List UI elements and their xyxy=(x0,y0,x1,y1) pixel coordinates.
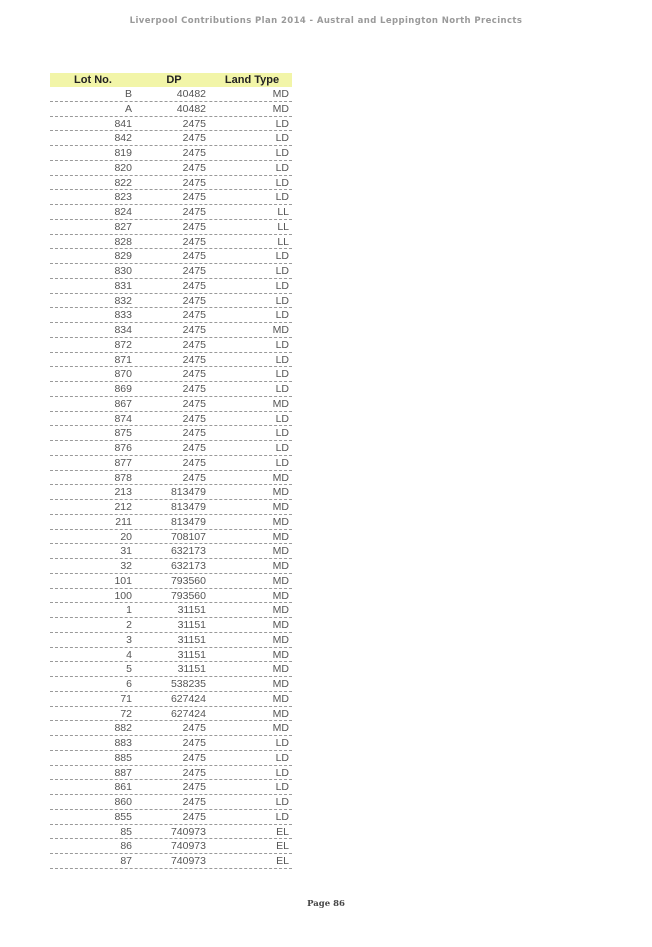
cell-land-type: LD xyxy=(275,796,289,808)
cell-land-type: MD xyxy=(272,88,289,100)
table-row xyxy=(50,618,292,633)
cell-dp: 40482 xyxy=(176,102,206,115)
table-row xyxy=(50,825,292,840)
cell-dp: 627424 xyxy=(170,707,206,720)
table-row xyxy=(50,367,292,382)
table-row xyxy=(50,353,292,368)
table-header xyxy=(50,73,292,87)
cell-dp: 2475 xyxy=(182,383,206,395)
cell-land-type: LD xyxy=(275,383,289,395)
column-header-dp: DP xyxy=(166,74,182,86)
cell-dp: 2475 xyxy=(182,235,206,248)
cell-dp: 2475 xyxy=(182,147,206,159)
cell-lot-no: 212 xyxy=(114,501,132,513)
cell-land-type: LD xyxy=(275,737,289,749)
cell-lot-no: 834 xyxy=(114,324,132,336)
cell-lot-no: 828 xyxy=(114,235,132,248)
cell-dp: 2475 xyxy=(182,781,206,794)
table-row xyxy=(50,308,292,323)
table-row xyxy=(50,589,292,604)
table-row xyxy=(50,736,292,751)
cell-land-type: LD xyxy=(275,147,289,159)
cell-land-type: MD xyxy=(272,397,289,410)
table-row xyxy=(50,161,292,176)
cell-land-type: MD xyxy=(272,648,289,661)
cell-dp: 2475 xyxy=(182,456,206,469)
cell-dp: 31151 xyxy=(177,663,206,676)
table-body xyxy=(50,87,292,869)
cell-land-type: MD xyxy=(272,486,289,499)
table-row xyxy=(50,426,292,441)
cell-dp: 2475 xyxy=(182,220,206,233)
table-row xyxy=(50,692,292,707)
cell-lot-no: 833 xyxy=(114,309,132,322)
cell-land-type: LD xyxy=(275,427,289,440)
cell-dp: 627424 xyxy=(170,692,206,705)
cell-lot-no: 213 xyxy=(114,486,132,499)
cell-land-type: EL xyxy=(276,840,289,853)
cell-land-type: MD xyxy=(272,619,289,631)
table-row xyxy=(50,839,292,854)
cell-land-type: MD xyxy=(272,545,289,558)
cell-land-type: MD xyxy=(272,102,289,115)
cell-lot-no: 5 xyxy=(126,663,132,676)
cell-land-type: LL xyxy=(277,206,289,218)
cell-land-type: LD xyxy=(275,781,289,794)
cell-lot-no: 878 xyxy=(114,471,132,484)
cell-lot-no: 72 xyxy=(120,707,132,720)
table-row xyxy=(50,117,292,132)
cell-dp: 813479 xyxy=(170,486,206,499)
cell-land-type: LD xyxy=(275,353,289,366)
cell-dp: 40482 xyxy=(176,88,206,100)
cell-dp: 2475 xyxy=(182,324,206,336)
cell-dp: 2475 xyxy=(182,161,206,174)
cell-dp: 793560 xyxy=(170,589,206,602)
cell-dp: 2475 xyxy=(182,810,206,823)
cell-lot-no: 829 xyxy=(114,250,132,263)
cell-land-type: MD xyxy=(272,589,289,602)
table-row xyxy=(50,264,292,279)
table-row xyxy=(50,235,292,250)
cell-land-type: LD xyxy=(275,191,289,204)
cell-dp: 2475 xyxy=(182,279,206,292)
cell-dp: 31151 xyxy=(177,648,206,661)
cell-lot-no: 20 xyxy=(120,530,132,543)
table-row xyxy=(50,559,292,574)
cell-lot-no: 860 xyxy=(114,796,132,808)
table-row xyxy=(50,471,292,486)
cell-lot-no: 875 xyxy=(114,427,132,440)
cell-land-type: MD xyxy=(272,574,289,587)
cell-lot-no: A xyxy=(124,102,132,115)
cell-land-type: MD xyxy=(272,722,289,735)
table-row xyxy=(50,382,292,397)
table-row xyxy=(50,530,292,545)
cell-lot-no: 820 xyxy=(114,161,132,174)
cell-dp: 31151 xyxy=(177,633,206,646)
cell-dp: 2475 xyxy=(182,412,206,425)
cell-dp: 2475 xyxy=(182,294,206,307)
cell-lot-no: 876 xyxy=(114,442,132,454)
cell-lot-no: 867 xyxy=(114,397,132,410)
table-row xyxy=(50,102,292,117)
cell-lot-no: 855 xyxy=(114,810,132,823)
cell-land-type: EL xyxy=(276,855,289,867)
cell-lot-no: 31 xyxy=(120,545,132,558)
cell-lot-no: 2 xyxy=(126,619,132,631)
cell-dp: 2475 xyxy=(182,265,206,277)
cell-lot-no: 870 xyxy=(114,368,132,381)
table-row xyxy=(50,574,292,589)
cell-land-type: LD xyxy=(275,368,289,381)
cell-lot-no: B xyxy=(124,88,132,100)
cell-land-type: LD xyxy=(275,412,289,425)
table-row xyxy=(50,515,292,530)
table-row xyxy=(50,279,292,294)
table-row xyxy=(50,131,292,146)
cell-dp: 2475 xyxy=(182,737,206,749)
table-row xyxy=(50,441,292,456)
cell-dp: 740973 xyxy=(170,825,206,838)
table-row xyxy=(50,721,292,736)
cell-land-type: LD xyxy=(275,265,289,277)
cell-land-type: LD xyxy=(275,810,289,823)
table-row xyxy=(50,603,292,618)
cell-dp: 2475 xyxy=(182,176,206,189)
cell-lot-no: 827 xyxy=(114,220,132,233)
cell-dp: 2475 xyxy=(182,751,206,764)
cell-dp: 2475 xyxy=(182,471,206,484)
cell-lot-no: 861 xyxy=(114,781,132,794)
table-row xyxy=(50,795,292,810)
cell-land-type: LD xyxy=(275,132,289,145)
cell-lot-no: 6 xyxy=(126,678,132,690)
cell-lot-no: 877 xyxy=(114,456,132,469)
cell-dp: 2475 xyxy=(182,442,206,454)
table-row xyxy=(50,338,292,353)
cell-lot-no: 100 xyxy=(114,589,132,602)
table-row xyxy=(50,633,292,648)
table-row xyxy=(50,766,292,781)
cell-dp: 2475 xyxy=(182,250,206,263)
cell-dp: 740973 xyxy=(170,840,206,853)
cell-dp: 2475 xyxy=(182,132,206,145)
table-row xyxy=(50,205,292,220)
cell-lot-no: 824 xyxy=(114,206,132,218)
cell-lot-no: 32 xyxy=(120,560,132,572)
page-number: Page 86 xyxy=(307,899,345,909)
table-row xyxy=(50,707,292,722)
cell-land-type: LL xyxy=(277,220,289,233)
cell-dp: 793560 xyxy=(170,574,206,587)
cell-lot-no: 822 xyxy=(114,176,132,189)
cell-dp: 813479 xyxy=(170,501,206,513)
cell-dp: 2475 xyxy=(182,206,206,218)
cell-land-type: MD xyxy=(272,515,289,528)
cell-dp: 2475 xyxy=(182,191,206,204)
cell-land-type: LD xyxy=(275,766,289,779)
cell-lot-no: 874 xyxy=(114,412,132,425)
cell-dp: 2475 xyxy=(182,766,206,779)
cell-land-type: MD xyxy=(272,604,289,617)
cell-land-type: LD xyxy=(275,294,289,307)
cell-lot-no: 211 xyxy=(115,515,132,528)
cell-lot-no: 869 xyxy=(114,383,132,395)
cell-land-type: LD xyxy=(275,309,289,322)
cell-lot-no: 819 xyxy=(114,147,132,159)
cell-dp: 31151 xyxy=(177,619,206,631)
cell-lot-no: 3 xyxy=(126,633,132,646)
table-row xyxy=(50,176,292,191)
cell-land-type: MD xyxy=(272,501,289,513)
cell-lot-no: 87 xyxy=(120,855,132,867)
cell-land-type: MD xyxy=(272,707,289,720)
cell-land-type: LD xyxy=(275,250,289,263)
cell-lot-no: 830 xyxy=(114,265,132,277)
cell-lot-no: 883 xyxy=(114,737,132,749)
table-row xyxy=(50,780,292,795)
table-row xyxy=(50,662,292,677)
column-header-land-type: Land Type xyxy=(224,74,280,86)
table-row xyxy=(50,87,292,102)
table-row xyxy=(50,677,292,692)
cell-land-type: MD xyxy=(272,692,289,705)
cell-land-type: LD xyxy=(275,338,289,351)
cell-dp: 2475 xyxy=(182,796,206,808)
cell-lot-no: 842 xyxy=(114,132,132,145)
table-row xyxy=(50,485,292,500)
cell-dp: 2475 xyxy=(182,309,206,322)
cell-lot-no: 882 xyxy=(114,722,132,735)
cell-lot-no: 71 xyxy=(120,692,132,705)
cell-lot-no: 101 xyxy=(114,574,132,587)
cell-dp: 2475 xyxy=(182,117,206,130)
cell-land-type: LD xyxy=(275,176,289,189)
cell-dp: 813479 xyxy=(170,515,206,528)
cell-dp: 2475 xyxy=(182,353,206,366)
table-row xyxy=(50,146,292,161)
cell-lot-no: 4 xyxy=(126,648,132,661)
cell-lot-no: 85 xyxy=(120,825,132,838)
cell-dp: 2475 xyxy=(182,722,206,735)
page-header: Liverpool Contributions Plan 2014 - Austral and Leppington North Precincts xyxy=(129,16,523,26)
cell-lot-no: 841 xyxy=(114,117,132,130)
cell-land-type: MD xyxy=(272,633,289,646)
cell-lot-no: 86 xyxy=(120,840,132,853)
cell-land-type: EL xyxy=(276,825,289,838)
table-row xyxy=(50,412,292,427)
cell-dp: 538235 xyxy=(170,678,206,690)
cell-land-type: MD xyxy=(272,324,289,336)
cell-lot-no: 1 xyxy=(126,604,132,617)
cell-dp: 632173 xyxy=(170,560,206,572)
cell-land-type: LD xyxy=(275,117,289,130)
table-row xyxy=(50,751,292,766)
cell-lot-no: 887 xyxy=(114,766,132,779)
cell-land-type: LD xyxy=(275,279,289,292)
cell-lot-no: 871 xyxy=(114,353,132,366)
cell-land-type: MD xyxy=(272,530,289,543)
cell-lot-no: 832 xyxy=(114,294,132,307)
cell-land-type: LL xyxy=(277,235,289,248)
table-row xyxy=(50,648,292,663)
column-header-lot-no: Lot No. xyxy=(74,74,112,86)
cell-land-type: LD xyxy=(275,161,289,174)
cell-land-type: MD xyxy=(272,560,289,572)
cell-lot-no: 885 xyxy=(114,751,132,764)
cell-land-type: MD xyxy=(272,663,289,676)
table-row xyxy=(50,544,292,559)
lots-table xyxy=(50,73,292,869)
cell-dp: 2475 xyxy=(182,338,206,351)
table-row xyxy=(50,190,292,205)
cell-dp: 2475 xyxy=(182,368,206,381)
cell-lot-no: 872 xyxy=(114,338,132,351)
cell-dp: 740973 xyxy=(170,855,206,867)
cell-land-type: LD xyxy=(275,442,289,454)
cell-land-type: MD xyxy=(272,471,289,484)
cell-lot-no: 823 xyxy=(114,191,132,204)
cell-lot-no: 831 xyxy=(114,279,132,292)
table-row xyxy=(50,854,292,869)
table-row xyxy=(50,323,292,338)
cell-dp: 708107 xyxy=(170,530,206,543)
table-row xyxy=(50,500,292,515)
cell-dp: 31151 xyxy=(177,604,206,617)
table-row xyxy=(50,249,292,264)
cell-land-type: LD xyxy=(275,751,289,764)
table-row xyxy=(50,294,292,309)
table-row xyxy=(50,220,292,235)
table-row xyxy=(50,397,292,412)
cell-dp: 2475 xyxy=(182,397,206,410)
cell-land-type: LD xyxy=(275,456,289,469)
table-row xyxy=(50,456,292,471)
cell-dp: 2475 xyxy=(182,427,206,440)
table-row xyxy=(50,810,292,825)
cell-land-type: MD xyxy=(272,678,289,690)
cell-dp: 632173 xyxy=(170,545,206,558)
